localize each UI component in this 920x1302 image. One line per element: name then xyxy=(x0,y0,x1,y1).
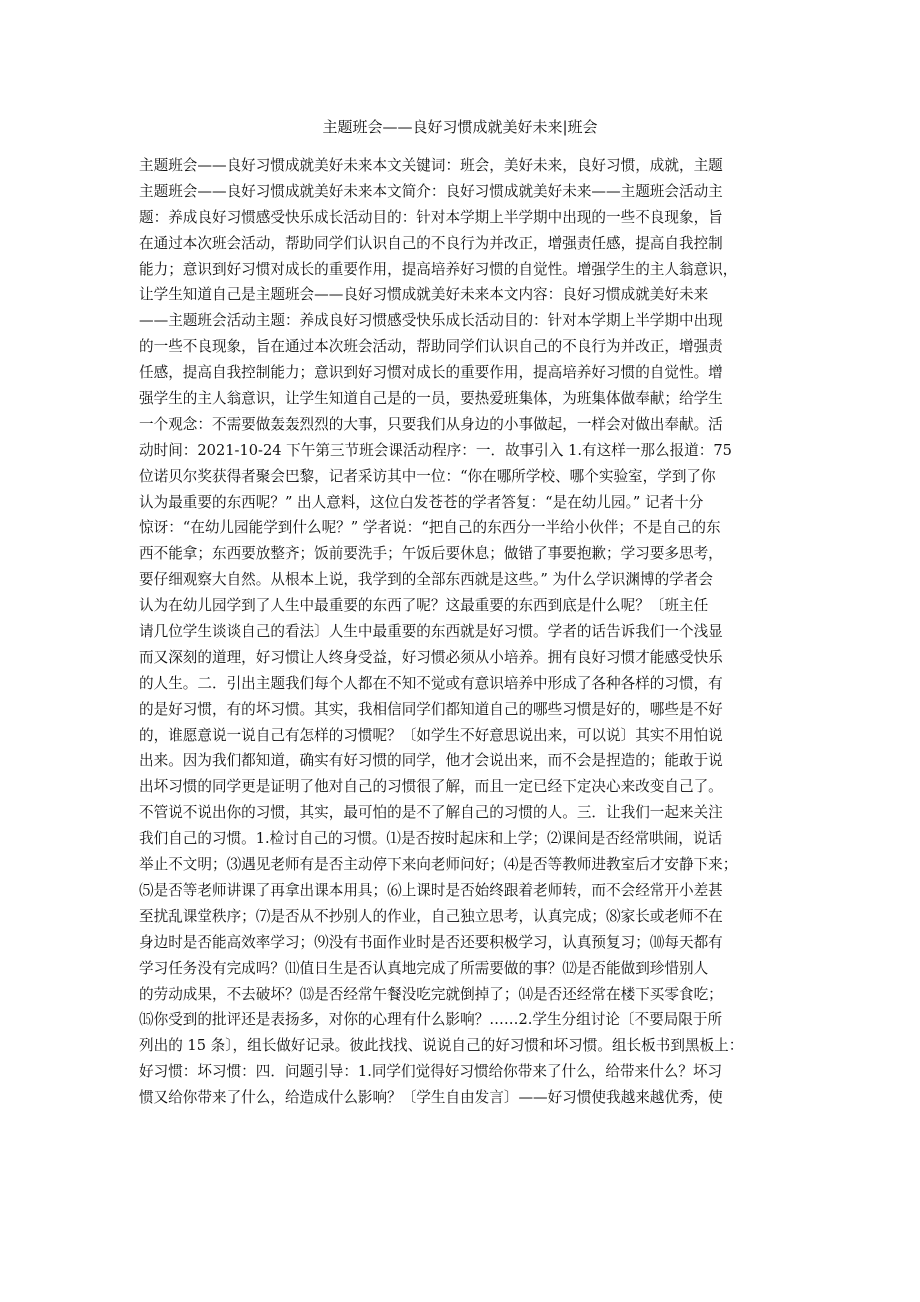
body-text-line: 的一些不良现象，旨在通过本次班会活动，帮助同学们认识自己的不良行为并改正，增强责 xyxy=(139,338,723,356)
body-text-line: 西不能拿；东西要放整齐；饭前要洗手；午饭后要休息；做错了事要抱歉；学习要多思考， xyxy=(139,545,723,563)
body-text-line: 在通过本次班会活动，帮助同学们认识自己的不良行为并改正，增强责任感，提高自我控制 xyxy=(139,234,723,252)
body-text-line: 主题班会——良好习惯成就美好未来本文简介：良好习惯成就美好未来——主题班会活动主 xyxy=(139,182,723,200)
body-text-line: ⑸是否等老师讲课了再拿出课本用具；⑹上课时是否始终跟着老师转，而不会经常开小差甚 xyxy=(139,881,723,899)
body-text-line: 惊讶：“在幼儿园能学到什么呢？” 学者说：“把自己的东西分一半给小伙伴；不是自己的东 xyxy=(139,519,721,537)
body-text-line: 的是好习惯，有的坏习惯。其实，我相信同学们都知道自己的哪些习惯是好的，哪些是不好 xyxy=(139,700,723,718)
body-text-line: 能力；意识到好习惯对成长的重要作用，提高培养好习惯的自觉性。增强学生的主人翁意识， xyxy=(139,260,738,278)
body-text-line: 好习惯：坏习惯：四．问题引导：1.同学们觉得好习惯给你带来了什么，给带来什么？坏习 xyxy=(139,1063,723,1081)
body-text-line: 题：养成良好习惯感受快乐成长活动目的：针对本学期上半学期中出现的一些不良现象，旨 xyxy=(139,208,723,226)
body-text-line: 的，谁愿意说一说自己有怎样的习惯呢？〔如学生不好意思说出来，可以说〕其实不用怕说 xyxy=(139,726,723,744)
body-text-line: 主题班会——良好习惯成就美好未来本文关键词：班会，美好未来，良好习惯，成就，主题 xyxy=(139,157,723,174)
body-text-line: 不管说不说出你的习惯，其实，最可怕的是不了解自己的习惯的人。三．让我们一起来关注 xyxy=(139,804,723,822)
body-text-line: 学习任务没有完成吗？⑾值日生是否认真地完成了所需要做的事？⑿是否能做到珍惜别人 xyxy=(139,959,709,977)
body-text-line: 认为在幼儿园学到了人生中最重要的东西了呢？这最重要的东西到底是什么呢？〔班主任 xyxy=(139,597,709,615)
body-text-line: 列出的 15 条〕，组长做好记录。彼此找找、说说自己的好习惯和坏习惯。组长板书到黑板上： xyxy=(139,1037,744,1055)
document-title: 主题班会——良好习惯成就美好未来|班会 xyxy=(322,118,598,136)
body-text-line: 要仔细观察大自然。从根本上说，我学到的全部东西就是这些。” 为什么学识渊博的学者会 xyxy=(139,571,713,589)
body-text-line: 至扰乱课堂秩序；⑺是否从不抄别人的作业，自己独立思考，认真完成；⑻家长或老师不在 xyxy=(139,907,723,925)
body-text-line: 出坏习惯的同学更是证明了他对自己的习惯很了解，而且一定已经下定决心来改变自己了。 xyxy=(139,778,723,796)
body-text-line: 举止不文明；⑶遇见老师有是否主动停下来向老师问好；⑷是否等教师进教室后才安静下来； xyxy=(139,856,738,874)
body-text-line: 强学生的主人翁意识，让学生知道自己是的一员，要热爱班集体，为班集体做奉献；给学生 xyxy=(139,390,723,408)
body-text-line: 动时间：2021-10-24 下午第三节班会课活动程序：一．故事引入 1.有这样一那么报道：75 xyxy=(139,441,732,459)
body-text-line: ——主题班会活动主题：养成良好习惯感受快乐成长活动目的：针对本学期上半学期中出现 xyxy=(139,312,723,330)
body-text-line: 出来。因为我们都知道，确实有好习惯的同学，他才会说出来，而不会是捏造的；能敢于说 xyxy=(139,752,723,770)
body-text-line: 而又深刻的道理，好习惯让人终身受益，好习惯必须从小培养。拥有良好习惯才能感受快乐 xyxy=(139,648,723,666)
body-text-line: 一个观念：不需要做轰轰烈烈的大事，只要我们从身边的小事做起，一样会对做出奉献。活 xyxy=(139,415,723,433)
body-text-line: 我们自己的习惯。1.检讨自己的习惯。⑴是否按时起床和上学；⑵课间是否经常哄闹，说话 xyxy=(139,830,723,848)
document-body xyxy=(139,153,794,1111)
body-text-line: 身边时是否能高效率学习；⑼没有书面作业时是否还要积极学习，认真预复习；⑽每天都有 xyxy=(139,933,723,951)
body-text-line: ⒂你受到的批评还是表扬多，对你的心理有什么影响？……2.学生分组讨论〔不要局限于所 xyxy=(139,1011,723,1029)
body-text-line: 的人生。二．引出主题我们每个人都在不知不觉或有意识培养中形成了各种各样的习惯，有 xyxy=(139,674,723,692)
body-text-line: 让学生知道自己是主题班会——良好习惯成就美好未来本文内容：良好习惯成就美好未来 xyxy=(139,286,709,304)
body-text-line: 任感，提高自我控制能力；意识到好习惯对成长的重要作用，提高培养好习惯的自觉性。增 xyxy=(139,364,723,382)
body-text-line: 的劳动成果，不去破坏？⒀是否经常午餐没吃完就倒掉了；⒁是否还经常在楼下买零食吃； xyxy=(139,985,723,1003)
body-text-line: 请几位学生谈谈自己的看法〕人生中最重要的东西就是好习惯。学者的话告诉我们一个浅显 xyxy=(139,623,723,641)
body-text-line: 惯又给你带来了什么，给造成什么影响？〔学生自由发言〕——好习惯使我越来越优秀，使 xyxy=(139,1089,723,1107)
body-text-line: 认为最重要的东西呢？” 出人意料，这位白发苍苍的学者答复：“是在幼儿园。” 记者十分 xyxy=(139,493,704,511)
body-text-line: 位诺贝尔奖获得者聚会巴黎，记者采访其中一位：“你在哪所学校、哪个实验室，学到了你 xyxy=(139,467,716,485)
